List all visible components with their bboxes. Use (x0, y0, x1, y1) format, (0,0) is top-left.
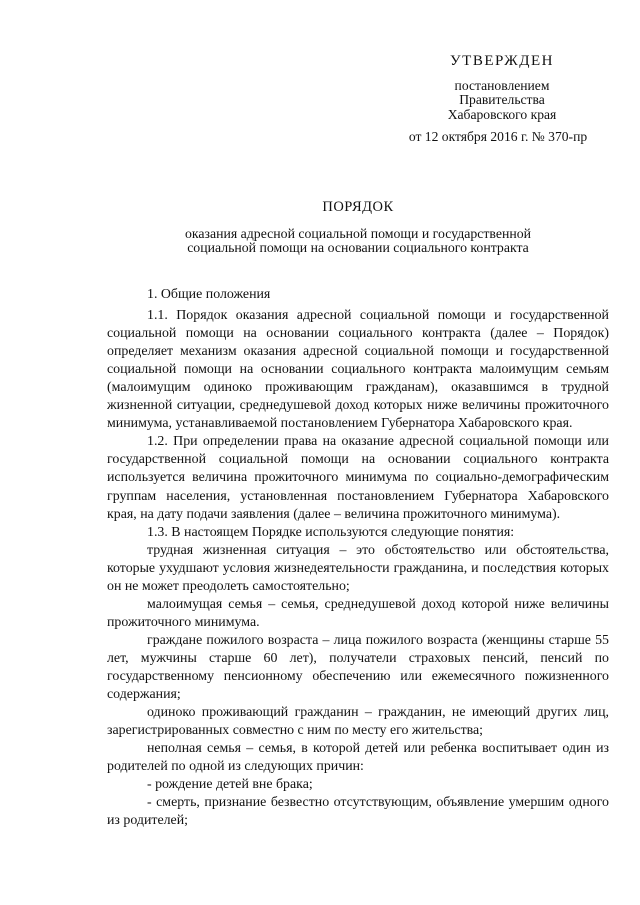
document-title-block (108, 200, 608, 256)
approval-line-2: Правительства (459, 92, 545, 107)
document-title: ПОРЯДОК (322, 199, 394, 215)
definition-single-living-citizen: одиноко проживающий гражданин – гражданин, не имеющий других лиц, зарегистрированных совместно с ним по месту его жительства; (107, 705, 609, 739)
approval-date: от 12 октября 2016 г. № 370-пр (408, 129, 588, 144)
document-body (107, 286, 609, 830)
approval-heading: УТВЕРЖДЕН (450, 53, 554, 69)
reason-birth-out-of-wedlock: - рождение детей вне брака; (147, 777, 313, 793)
definition-difficult-situation: трудная жизненная ситуация – это обстоятельство или обстоятельства, которые ухудшают условия жизнедеятельности гражданина, и последствия которых он не может преодолеть самостоятельно; (107, 542, 609, 594)
definition-elderly-citizens: граждане пожилого возраста – лица пожилого возраста (женщины старше 55 лет, мужчины старше 60 лет), получатели страховых пенсий, пенсий по государственному пенсионному обеспечению или ежемесячного пожизненного содержания; (107, 632, 609, 703)
paragraph-1-3: 1.3. В настоящем Порядке используются следующие понятия: (147, 524, 515, 540)
definition-single-parent-family: неполная семья – семья, в которой детей или ребенка воспитывает один из родителей по одной из следующих причин: (107, 741, 609, 775)
document-subtitle-line-1: оказания адресной социальной помощи и государственной (185, 225, 531, 241)
reason-death-of-parent: - смерть, признание безвестно отсутствующим, объявление умершим одного из родителей; (107, 795, 609, 829)
document-subtitle-line-2: социальной помощи на основании социального контракта (187, 240, 529, 255)
paragraph-1-2: 1.2. При определении права на оказание адресной социальной помощи или государственной социальной помощи на основании социального контракта используется величина прожиточного минимума по социально-демографическим группам населения, установленная постановлением Губернатора Хабаровского края, на дату подачи заявления (далее – величина прожиточного минимума). (107, 434, 609, 522)
approval-line-3: Хабаровского края (447, 106, 557, 122)
approval-line-1: постановлением (454, 77, 550, 93)
approval-stamp (392, 54, 612, 145)
section-heading: 1. Общие положения (147, 287, 271, 302)
definition-low-income-family: малоимущая семья – семья, среднедушевой доход которой ниже величины прожиточного минимума. (107, 596, 609, 630)
paragraph-1-1: 1.1. Порядок оказания адресной социальной помощи и государственной социальной помощи на основании социального контракта (далее – Порядок) определяет механизм оказания адресной социальной помощи и государственной социальной помощи на основании социального контракта малоимущим семьям (малоимущим одиноко проживающим гражданам), оказавшимся в трудной жизненной ситуации, среднедушевой доход которых ниже величины прожиточного минимума, устанавливаемой постановлением Губернатора Хабаровского края. (107, 308, 609, 432)
